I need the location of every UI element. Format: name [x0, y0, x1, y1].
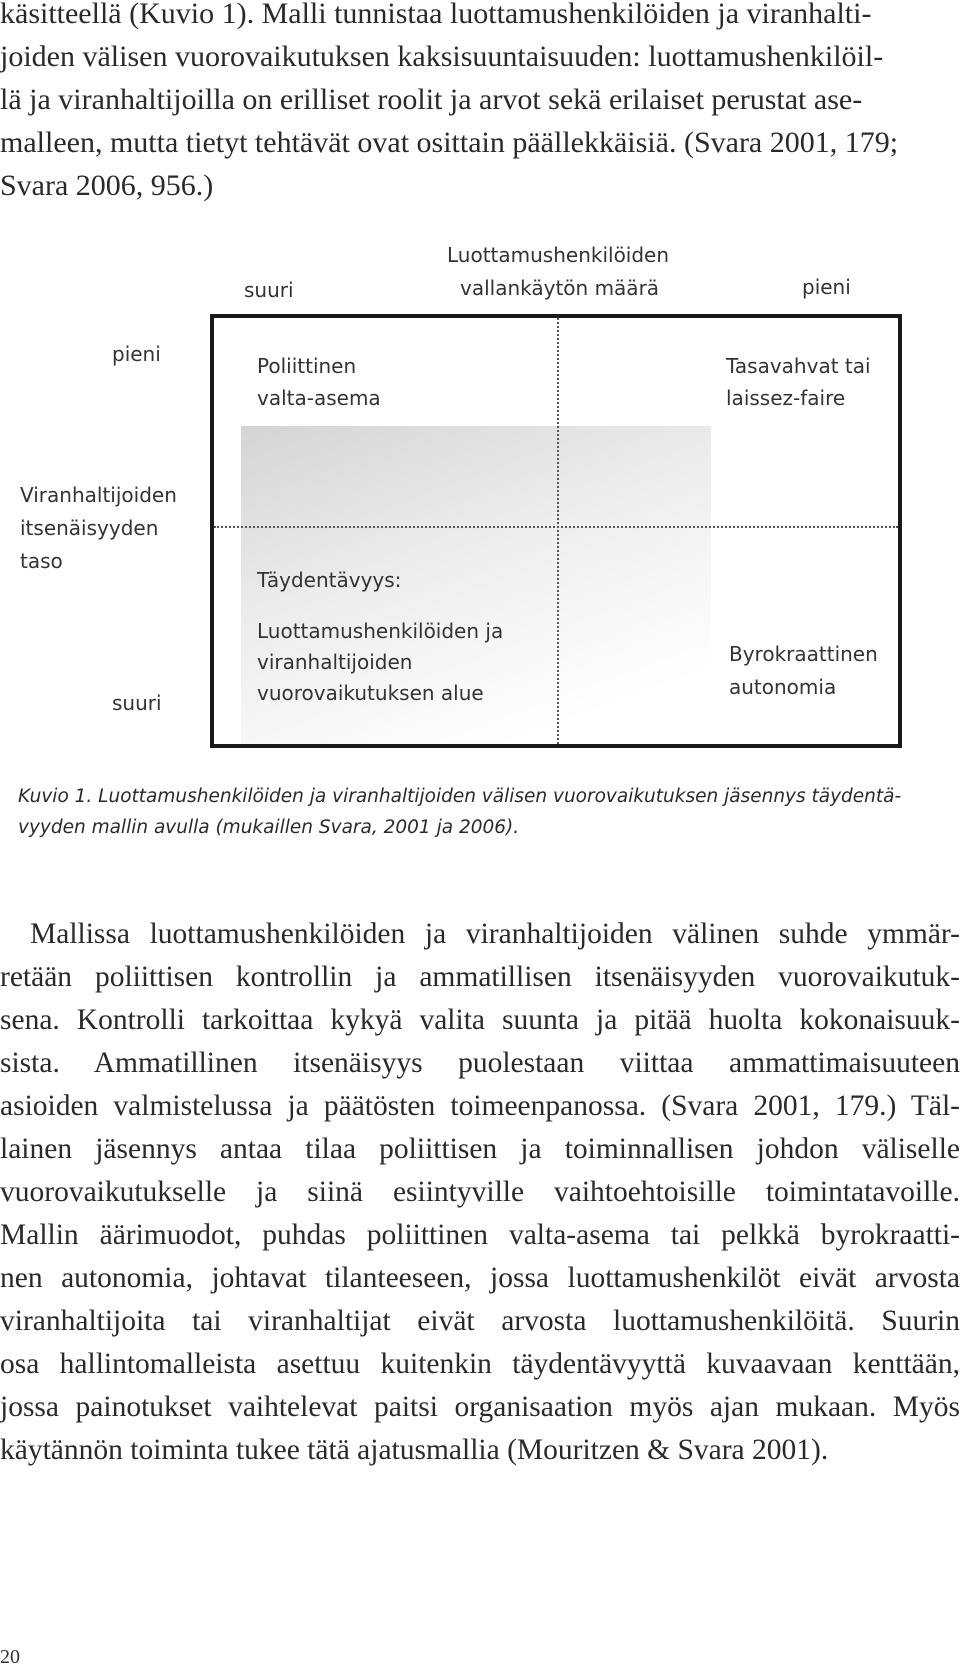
- quadrant-top-left-line2: valta-asema: [257, 386, 381, 410]
- left-axis-label-bottom: suuri: [112, 691, 162, 715]
- horizontal-divider: [214, 526, 898, 528]
- text-line: Mallissa luottamushenkilöiden ja viranhaltijoiden välinen suhde ymmär-: [30, 918, 960, 950]
- text-line: asioiden valmistelussa ja päätösten toimeenpanossa. (Svara 2001, 179.) Täl-: [0, 1090, 960, 1122]
- quadrant-top-right-line2: laissez-faire: [726, 386, 846, 410]
- left-axis-title-line3: taso: [20, 549, 63, 573]
- text-line: retään poliittisen kontrollin ja ammatillisen itsenäisyyden vuorovaikutuk-: [0, 961, 960, 993]
- quadrant-center-line3: vuorovaikutuksen alue: [257, 681, 484, 705]
- text-line: osa hallintomalleista asettuu kuitenkin täydentävyyttä kuvaavaan kenttään,: [0, 1348, 960, 1380]
- left-axis-title-line2: itsenäisyyden: [20, 516, 159, 540]
- quadrant-center-title: Täydentävyys:: [257, 568, 402, 592]
- figure-caption-line2: vyyden mallin avulla (mukaillen Svara, 2001 ja 2006).: [18, 817, 520, 838]
- text-line: sena. Kontrolli tarkoittaa kykyä valita suunta ja pitää huolta kokonaisuuk-: [0, 1004, 960, 1036]
- text-line: malleen, mutta tietyt tehtävät ovat osittain päällekkäisiä. (Svara 2001, 179;: [0, 126, 899, 159]
- top-axis-title-line2: vallankäytön määrä: [460, 276, 660, 300]
- text-line: joiden välisen vuorovaikutuksen kaksisuuntaisuuden: luottamushenkilöil-: [0, 40, 884, 73]
- top-axis-title-line1: Luottamushenkilöiden: [447, 243, 670, 267]
- text-line: Mallin äärimuodot, puhdas poliittinen valta-asema tai pelkkä byrokraatti-: [0, 1219, 960, 1251]
- quadrant-top-right-line1: Tasavahvat tai: [726, 354, 871, 378]
- left-axis-title-line1: Viranhaltijoiden: [20, 483, 177, 507]
- quadrant-top-left-line1: Poliittinen: [257, 354, 357, 378]
- text-line: lainen jäsennys antaa tilaa poliittisen ja toiminnallisen johdon väliselle: [0, 1133, 960, 1165]
- quadrant-bottom-right-line1: Byrokraattinen: [729, 642, 878, 666]
- top-axis-label-left: suuri: [244, 278, 294, 302]
- text-line: Svara 2006, 956.): [0, 169, 214, 202]
- text-line: lä ja viranhaltijoilla on erilliset roolit ja arvot sekä erilaiset perustat ase-: [0, 83, 863, 116]
- vertical-divider: [557, 318, 559, 744]
- top-axis-label-right: pieni: [802, 275, 851, 299]
- text-line: käsitteellä (Kuvio 1). Malli tunnistaa luottamushenkilöiden ja viranhalti-: [0, 0, 872, 30]
- text-line: sista. Ammatillinen itsenäisyys puolestaan viittaa ammattimaisuuteen: [0, 1047, 960, 1079]
- figure-caption-line1: Kuvio 1. Luottamushenkilöiden ja viranhaltijoiden välisen vuorovaikutuksen jäsennys täydentä-: [18, 786, 902, 807]
- page-number: 20: [0, 1646, 20, 1668]
- text-line: viranhaltijoita tai viranhaltijat eivät arvosta luottamushenkilöitä. Suurin: [0, 1305, 960, 1337]
- text-line: käytännön toiminta tukee tätä ajatusmallia (Mouritzen & Svara 2001).: [0, 1434, 829, 1466]
- text-line: vuorovaikutukselle ja siinä esiintyville vaihtoehtoisille toimintatavoille.: [0, 1176, 960, 1208]
- quadrant-center-line1: Luottamushenkilöiden ja: [257, 619, 504, 643]
- text-line: nen autonomia, johtavat tilanteeseen, jossa luottamushenkilöt eivät arvosta: [0, 1262, 960, 1294]
- left-axis-label-top: pieni: [112, 342, 161, 366]
- quadrant-center-line2: viranhaltijoiden: [257, 650, 413, 674]
- quadrant-bottom-right-line2: autonomia: [729, 675, 837, 699]
- text-line: jossa painotukset vaihtelevat paitsi organisaation myös ajan mukaan. Myös: [0, 1391, 960, 1423]
